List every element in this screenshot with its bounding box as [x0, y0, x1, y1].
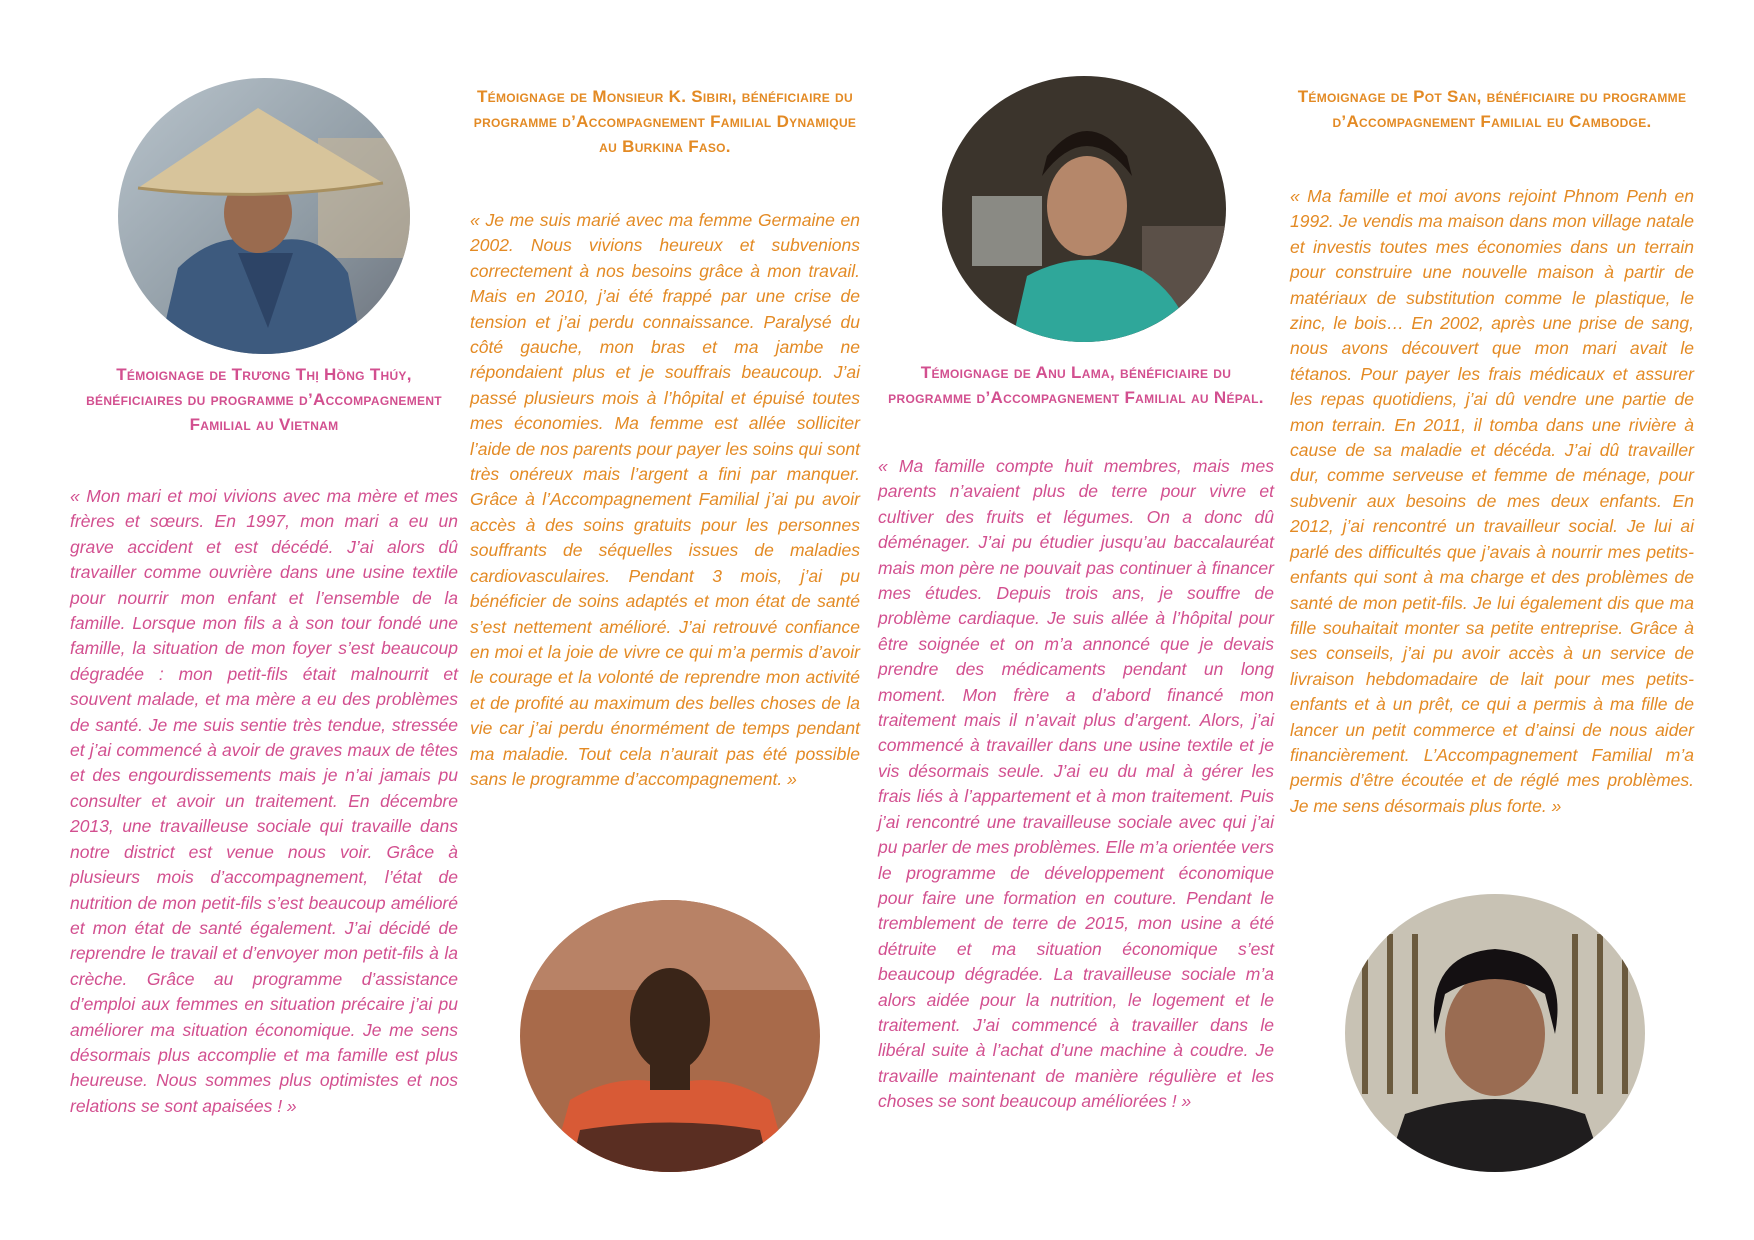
testimony-text-burkina: « Je me suis marié avec ma femme Germaine en 2002. Nous vivions heureux et subvenions correctement à nos besoins grâce à mon travail. Mais en 2010, j’ai été frappé par une crise de tension et j’ai perdu connaissance. Paralysé du côté gauche, mon bras et ma jambe ne répondaient plus et je souffrais beaucoup. J’ai passé plusieurs mois à l’hôpital et épuisé toutes mes économies. Ma femme est allée solliciter l’aide de nos parents pour payer les soins qui sont très onéreux mais l’argent a fini par manquer. Grâce à l’Accompagnement Familial j’ai pu avoir accès à des soins gratuits pour les personnes souffrants de séquelles issues de maladies cardiovasculaires. Pendant 3 mois, j’ai pu bénéficier de soins adaptés et mon état de santé s’est nettement amélioré. J’ai retrouvé confiance en moi et la joie de vivre ce qui m’a permis d’avoir le courage et la volonté de reprendre mon activité et de profité au maximum des belles choses de la vie car j’ai perdu énormément de temps pendant ma maladie. Tout cela n’aurait pas été possible sans le programme d’accompagnement. » — [470, 210, 860, 789]
testimony-text-cambodia: « Ma famille et moi avons rejoint Phnom Penh en 1992. Je vendis ma maison dans mon village natale et investis toutes mes économies dans un terrain pour construire une nouvelle maison à partir de matériaux de substitution comme le plastique, le zinc, le bois… En 2002, après une prise de sang, nous avons découvert que mon mari avait le tétanos. Pour payer les frais médicaux et assurer les repas quotidiens, j’ai dû vendre une partie de mon terrain. En 2011, il tomba dans une rivière à cause de sa maladie et décéda. J’ai dû travailler dur, comme serveuse et femme de ménage, pour subvenir aux besoins de mes deux enfants. En 2012, j’ai rencontré un travailleur social. Je lui ai parlé des difficultés que j’avais à nourrir mes petits-enfants qui sont à ma charge et des problèmes de santé de mon petit-fils. Je lui également dis que ma fille souhaitait monter sa petite entreprise. Grâce à ses conseils, j’ai pu avoir accès à un service de livraison hebdomadaire de lait pour mes petits-enfants et à un prêt, ce qui a permis à ma fille de lancer un petit commerce et d’ainsi de nous aider financièrement. L’Accompagnement Familial m’a permis d’être écoutée et de réglé mes problèmes. Je me sens désormais plus forte. » — [1290, 186, 1694, 816]
man-red-shirt-photo — [520, 900, 820, 1172]
testimony-text-vietnam: « Mon mari et moi vivions avec ma mère et mes frères et sœurs. En 1997, mon mari a eu un grave accident et est décédé. J’ai alors dû travailler comme ouvrière dans une usine textile pour nourrir mon enfant et l’ensemble de la famille. Lorsque mon fils a à son tour fondé une famille, la situation de mon foyer s’est beaucoup dégradée : mon petit-fils était malnourrit et souvent malade, et ma mère a eu des problèmes de santé. Je me suis sentie très tendue, stressée et j’ai commencé à avoir de graves maux de têtes et des engourdissements mais je n’ai jamais pu consulter et avoir un traitement. En décembre 2013, une travailleuse sociale qui travaille dans notre district est venue nous voir. Grâce à plusieurs mois d’accompagnement, l’état de nutrition de mon petit-fils s’est beaucoup amélioré et mon état de santé également. J’ai décidé de reprendre le travail et d’envoyer mon petit-fils à la crèche. Grâce au programme d’assistance d’emploi aux femmes en situation précaire j’ai pu améliorer ma situation économique. Je me sens désormais plus accomplie et ma famille est plus heureuse. Nous sommes plus optimistes et nos relations se sont apaisées ! » — [70, 486, 458, 1116]
young-woman-photo — [942, 76, 1226, 342]
testimony-heading-burkina: Témoignage de Monsieur K. Sibiri, bénéficiaire du programme d’Accompagnement Familial Dynamique au Burkina Faso. — [473, 87, 857, 156]
woman-dark-hair-photo — [1345, 894, 1645, 1172]
testimony-text-nepal: « Ma famille compte huit membres, mais mes parents n’avaient plus de terre pour vivre et cultiver des fruits et légumes. On a donc dû déménager. J’ai pu étudier jusqu’au baccalauréat mais mon père ne pouvait pas continuer à financer mes études. Depuis trois ans, je souffre de problème cardiaque. Je suis allée à l’hôpital pour être soignée et on m’a annoncé que je devais prendre des médicaments pendant un long moment. Mon frère a d’abord financé mon traitement mais il n’avait plus d’argent. Alors, j’ai commencé à travailler dans une usine textile et je vis désormais seule. J’ai eu du mal à gérer les frais liés à l’appartement et à mon traitement. Puis j’ai rencontré une travailleuse sociale avec qui j’ai pu parler de mes problèmes. Elle m’a orientée vers le programme de développement économique pour faire une formation en couture. Pendant le tremblement de terre de 2015, mon usine a été détruite et ma situation économique s’est beaucoup dégradée. La travailleuse sociale m’a alors aidée pour la nutrition, le logement et le traitement. J’ai commencé à travailler dans le libéral suite à l’achat d’une machine à coudre. Je travaille maintenant de manière régulière et les choses se sont beaucoup améliorées ! » — [878, 456, 1274, 1112]
testimony-heading-vietnam: Témoignage de Trương Thị Hồng Thúy, bénéficiaires du programme d’Accompagnement Familial au Vietnam — [86, 365, 442, 434]
testimony-heading-cambodia: Témoignage de Pot San, bénéficiaire du programme d’Accompagnement Familial eu Cambodge. — [1297, 87, 1687, 131]
woman-conical-hat-photo — [118, 78, 410, 354]
testimony-heading-nepal: Témoignage de Anu Lama, bénéficiaire du programme d’Accompagnement Familial au Népal. — [888, 363, 1264, 407]
